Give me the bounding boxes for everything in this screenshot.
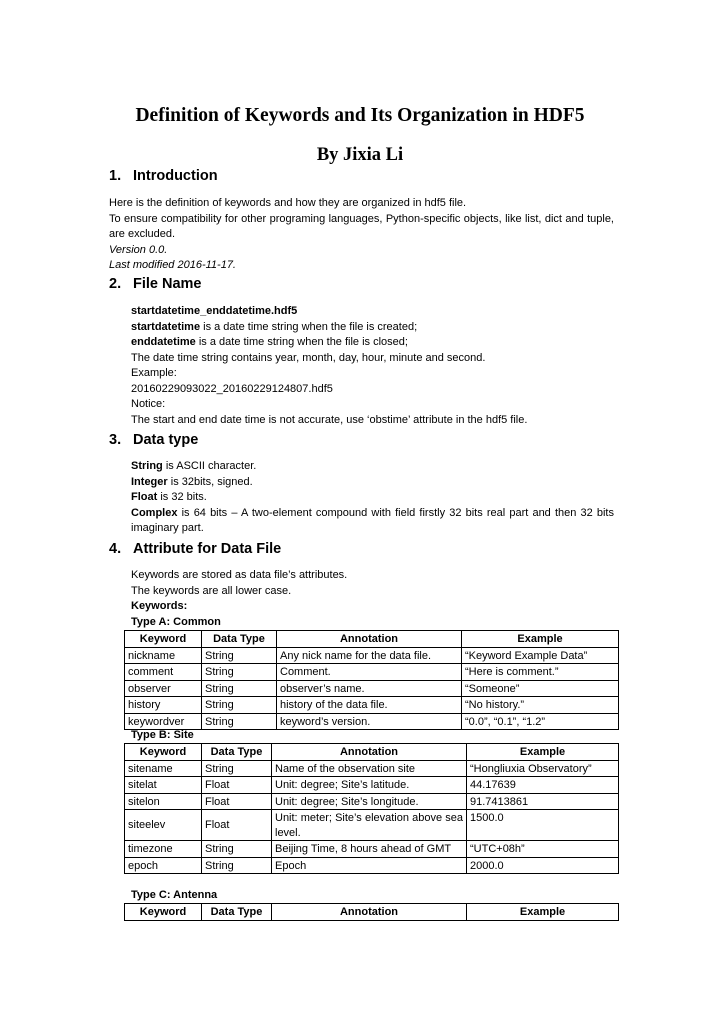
section-number: 2. [109, 276, 122, 292]
data-type-text [131, 459, 614, 537]
column-header: Keyword [125, 631, 202, 648]
table-cell: String [202, 664, 277, 681]
table-cell: Float [202, 810, 272, 841]
table-row [125, 760, 619, 777]
table-header-row [125, 631, 619, 648]
table-cell: String [202, 713, 277, 730]
column-header: Data Type [202, 744, 272, 761]
data-type-item [131, 459, 614, 475]
table-cell: “Here is comment.” [462, 664, 619, 681]
column-header: Keyword [125, 744, 202, 761]
term: Float [131, 491, 158, 503]
file-name-text [131, 304, 621, 428]
column-header: Annotation [272, 744, 467, 761]
table-cell: 44.17639 [467, 777, 619, 794]
table-cell: sitelat [125, 777, 202, 794]
term: enddatetime [131, 336, 196, 348]
last-modified-text: Last modified 2016-11-17. [109, 259, 236, 271]
table-cell: “0.0”, “0.1”, “1.2” [462, 713, 619, 730]
table-caption-common: Type A: Common [131, 616, 221, 628]
table-cell: sitelon [125, 793, 202, 810]
column-header: Example [467, 904, 619, 921]
table-cell: 91.7413861 [467, 793, 619, 810]
keywords-label: Keywords: [131, 600, 188, 612]
table-cell: Unit: degree; Site’s latitude. [272, 777, 467, 794]
paragraph: Keywords are stored as data file’s attributes. [131, 569, 348, 581]
term: Complex [131, 506, 178, 519]
term-description: is ASCII character. [162, 460, 257, 472]
table-cell: timezone [125, 841, 202, 858]
column-header: Annotation [277, 631, 462, 648]
column-header: Data Type [202, 904, 272, 921]
term-description: is 32 bits. [157, 491, 207, 503]
table-cell: Beijing Time, 8 hours ahead of GMT [272, 841, 467, 858]
term-description: is a date time string when the file is created; [200, 320, 418, 333]
term-description: is a date time string when the file is closed; [195, 336, 408, 348]
notice-text: The start and end date time is not accurate, use ‘obstime’ attribute in the hdf5 file. [131, 413, 528, 426]
table-cell: Unit: meter; Site’s elevation above sea level. [272, 810, 467, 841]
paragraph: The keywords are all lower case. [131, 584, 292, 597]
column-header: Data Type [202, 631, 277, 648]
table-row [125, 680, 619, 697]
section-title: File Name [133, 276, 202, 292]
column-header: Example [467, 744, 619, 761]
table-cell: Unit: degree; Site’s longitude. [272, 793, 467, 810]
table-row [125, 647, 619, 664]
table-cell: nickname [125, 647, 202, 664]
keyword-table-site [124, 743, 619, 874]
data-type-item [131, 475, 614, 491]
table-row [125, 713, 619, 730]
table-row [125, 841, 619, 858]
section-title: Introduction [133, 168, 218, 184]
example-file-name: 20160229093022_20160229124807.hdf5 [131, 382, 333, 395]
table-row [125, 857, 619, 874]
section-heading-attribute-for-data-file [109, 539, 281, 559]
document-author: By Jixia Li [316, 145, 404, 165]
table-cell: Float [202, 793, 272, 810]
table-cell: history [125, 697, 202, 714]
file-name-pattern: startdatetime_enddatetime.hdf5 [131, 305, 298, 317]
table-cell: 2000.0 [467, 857, 619, 874]
table-cell: siteelev [125, 810, 202, 841]
column-header: Example [462, 631, 619, 648]
table-cell: 1500.0 [467, 810, 619, 841]
table-row [125, 793, 619, 810]
section-heading-introduction [109, 166, 218, 186]
column-header: Annotation [272, 904, 467, 921]
example-label: Example: [131, 367, 177, 379]
term-description: is 32bits, signed. [167, 475, 253, 488]
term: Integer [131, 475, 168, 488]
introduction-text [109, 196, 614, 274]
table-cell: String [202, 697, 277, 714]
version-text: Version 0.0. [109, 243, 168, 256]
paragraph: To ensure compatibility for other programing languages, Python-specific objects, like list, dict and tuple, are excluded. [109, 212, 614, 240]
attributes-text [131, 568, 614, 615]
table-caption-antenna: Type C: Antenna [131, 889, 218, 901]
paragraph: The date time string contains year, month, day, hour, minute and second. [131, 351, 486, 364]
table-cell: Epoch [272, 857, 467, 874]
table-row [125, 810, 619, 841]
keyword-table-common [124, 630, 619, 730]
paragraph [131, 320, 621, 336]
table-cell: String [202, 647, 277, 664]
table-caption-site: Type B: Site [131, 729, 194, 741]
table-cell: String [202, 760, 272, 777]
keyword-table-antenna [124, 903, 619, 921]
document-title: Definition of Keywords and Its Organization in HDF5 [135, 105, 585, 126]
data-type-item [131, 490, 614, 506]
term: startdatetime [131, 320, 201, 333]
section-title: Attribute for Data File [133, 541, 282, 557]
table-header-row [125, 904, 619, 921]
section-heading-file-name [109, 274, 202, 294]
table-cell: Comment. [277, 664, 462, 681]
table-cell: observer [125, 680, 202, 697]
table-cell: “Someone” [462, 680, 619, 697]
paragraph [131, 335, 621, 351]
section-number: 3. [109, 432, 122, 448]
table-cell: “UTC+08h” [467, 841, 619, 858]
table-row [125, 664, 619, 681]
notice-label: Notice: [131, 398, 166, 410]
term-description: is 64 bits – A two-element compound with field firstly 32 bits real part and then 32 bits imaginary part. [131, 506, 614, 534]
table-cell: “Hongliuxia Observatory” [467, 760, 619, 777]
section-number: 1. [109, 168, 122, 184]
data-type-item [131, 506, 614, 537]
table-cell: “Keyword Example Data” [462, 647, 619, 664]
table-cell: “No history.” [462, 697, 619, 714]
column-header: Keyword [125, 904, 202, 921]
table-cell: history of the data file. [277, 697, 462, 714]
table-cell: String [202, 841, 272, 858]
paragraph: Here is the definition of keywords and how they are organized in hdf5 file. [109, 197, 467, 209]
section-heading-data-type [109, 430, 198, 450]
table-cell: String [202, 857, 272, 874]
table-cell: Any nick name for the data file. [277, 647, 462, 664]
table-header-row [125, 744, 619, 761]
table-cell: String [202, 680, 277, 697]
table-cell: keywordver [125, 713, 202, 730]
table-cell: epoch [125, 857, 202, 874]
table-cell: Float [202, 777, 272, 794]
table-cell: keyword’s version. [277, 713, 462, 730]
table-row [125, 777, 619, 794]
term: String [131, 460, 163, 472]
table-cell: sitename [125, 760, 202, 777]
section-number: 4. [109, 541, 122, 557]
table-cell: Name of the observation site [272, 760, 467, 777]
table-cell: observer’s name. [277, 680, 462, 697]
table-row [125, 697, 619, 714]
table-cell: comment [125, 664, 202, 681]
section-title: Data type [133, 432, 199, 448]
